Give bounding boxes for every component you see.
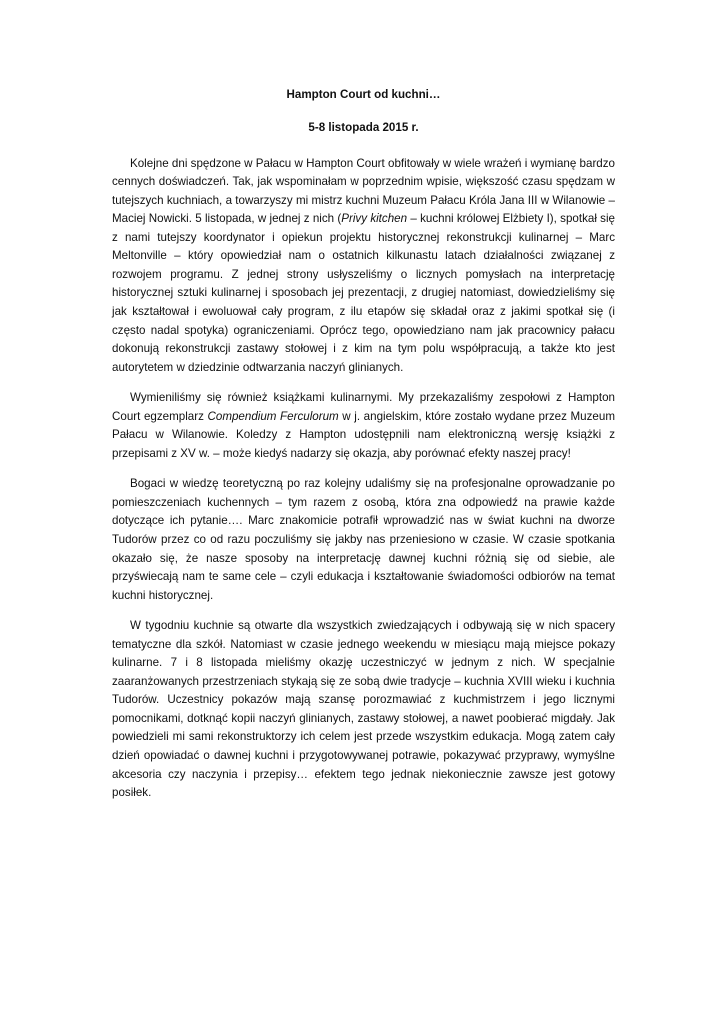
document-title: Hampton Court od kuchni… [286,88,441,101]
paragraph-1 [112,155,615,378]
paragraph-2-text-a: Wymieniliśmy się również książkami kulinarnymi. My przekazaliśmy zespołowi z Hampton Court egzemplarz [112,391,615,423]
paragraph-1-italic: Privy kitchen [341,212,408,226]
paragraph-1-text-a: Kolejne dni spędzone w Pałacu w Hampton Court obfitowały w wiele wrażeń i wymianę bardzo cennych doświadczeń. Tak, jak wspominałam w poprzednim wpisie, większość czasu spędzam w tutejszych kuchniach, a towarzyszy mi mistrz kuchni Muzeum Pałacu Króla Jana III w Wilanowie – Maciej Nowicki. 5 listopada, w jednej z nich ( [112,156,615,226]
paragraph-4: W tygodniu kuchnie są otwarte dla wszystkich zwiedzających i odbywają się w nich spacery tematyczne dla szkół. Natomiast w czasie jednego weekendu w miesiącu mają miejsce pokazy kulinarne. 7 i 8 listopada mieliśmy okazję uczestniczyć w jednym z nich. W specjalnie zaaranżowanych przestrzeniach stykają się ze sobą dwie tradycje – kuchnia XVIII wieku i kuchnia Tudorów. Uczestnicy pokazów mają szansę porozmawiać z kuchmistrzem i jego licznymi pomocnikami, dotknąć kopii naczyń glinianych, zastawy stołowej, a nawet poobierać migdały. Jak powiedzieli mi sami rekonstruktorzy ich celem jest przede wszystkim edukacja. Mogą zatem cały dzień opowiadać o dawnej kuchni i przygotowywanej potrawie, pokazywać przyprawy, wymyślne akcesoria czy naczynia i przepisy… efektem tego jednak niekoniecznie zawsze jest gotowy posiłek. [112,619,615,800]
document-date: 5-8 listopada 2015 r. [308,121,419,135]
paragraph-2-italic: Compendium Ferculorum [207,409,339,423]
paragraph-1-text-b: – kuchni królowej Elżbiety I), spotkał się z nami tutejszy koordynator i opiekun projektu historycznej rekonstrukcji kulinarnej – Marc Meltonville – który opowiedział nam o ostatnich kilkunastu latach działalności związanej z rozwojem programu. Z jednej strony usłyszeliśmy o licznych pomysłach na interpretację historycznej sztuki kulinarnej i sposobach jej prezentacji, z drugiej natomiast, dowiedzieliśmy się jak kształtował i ewoluował cały program, z ilu etapów się składał oraz z jakimi spotkał się (i często nadal spotyka) ograniczeniami. Oprócz tego, opowiedziano nam jak pracownicy pałacu dokonują rekonstrukcji zastawy stołowej i z kim na tym polu współpracują, a także kto jest autorytetem w dziedzinie odtwarzania naczyń glinianych. [112,212,615,374]
paragraph-2 [112,389,615,463]
paragraph-3: Bogaci w wiedzę teoretyczną po raz kolejny udaliśmy się na profesjonalne oprowadzanie po pomieszczeniach kuchennych – tym razem z osobą, która zna odpowiedź na prawie każde dotyczące ich pytanie…. Marc znakomicie potrafił wprowadzić nas w świat kuchni na dworze Tudorów przez co od razu poczuliśmy się jakby nas przeniesiono w czasie. W czasie spotkania okazało się, że nasze sposoby na interpretację dawnej kuchni różnią się od siebie, ale przyświecają nam te same cele – czyli edukacja i kształtowanie świadomości odbiorów na temat kuchni historycznej. [112,477,615,602]
paragraph-2-text-b: w j. angielskim, które zostało wydane przez Muzeum Pałacu w Wilanowie. Koledzy z Hampton udostępnili nam elektroniczną wersję książki z przepisami z XV w. – może kiedyś nadarzy się okazja, aby porównać efekty naszej pracy! [112,409,615,460]
document-page [112,86,615,803]
